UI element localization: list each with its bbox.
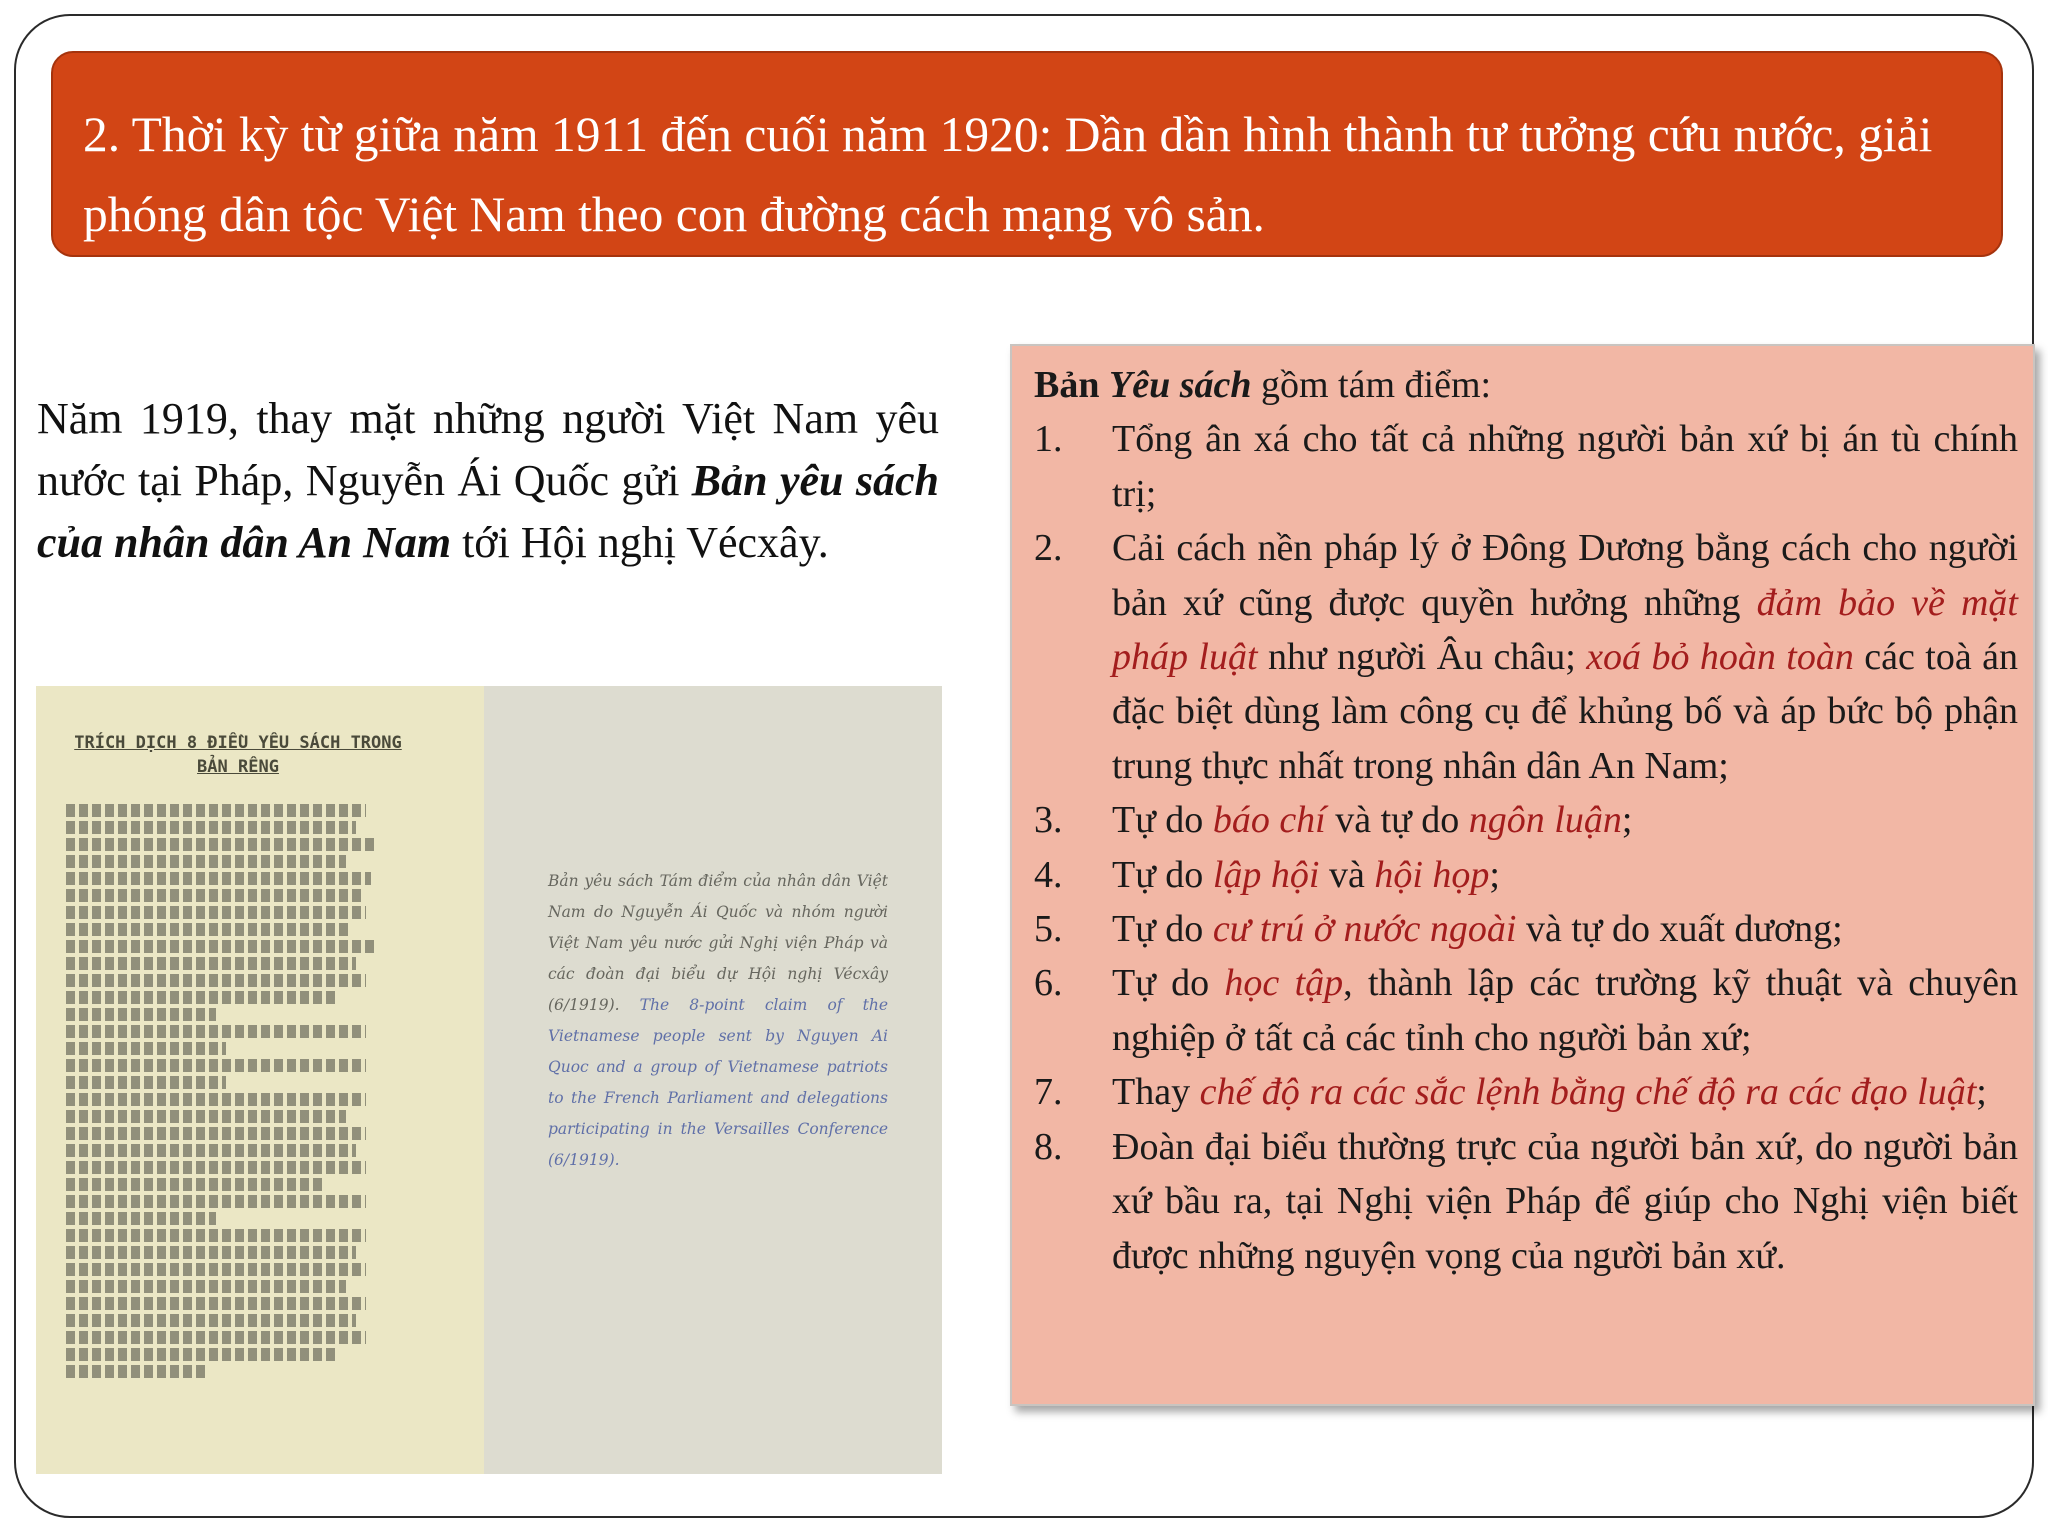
claim-emphasis: cư trú ở nước ngoài xyxy=(1212,908,1517,951)
claim-text-part: và tự do xyxy=(1325,799,1469,842)
claim-emphasis: xoá bỏ hoàn toàn xyxy=(1586,636,1854,679)
typed-line xyxy=(66,821,356,834)
typed-line xyxy=(66,838,376,851)
photo-caption xyxy=(548,866,888,1176)
claim-item xyxy=(1034,902,2033,956)
typed-line xyxy=(66,1246,356,1259)
claim-item xyxy=(1034,956,2033,1065)
typed-line xyxy=(66,1348,336,1361)
typed-line xyxy=(66,991,336,1004)
typed-line xyxy=(66,855,346,868)
claims-box xyxy=(1010,344,2035,1406)
typed-line xyxy=(66,804,366,817)
claim-text-part: và xyxy=(1319,853,1375,896)
intro-document-title: Bản yêu sách của nhân dân An Nam xyxy=(37,456,939,567)
claim-number: 8. xyxy=(1034,1125,1063,1168)
claim-text-part: Tổng ân xá cho tất cả những người bản xứ bị án tù chính trị; xyxy=(1112,418,2018,515)
caption-photo xyxy=(484,686,942,1474)
typed-line xyxy=(66,1331,366,1344)
typed-line xyxy=(66,1127,366,1140)
typed-line xyxy=(66,957,356,970)
typed-line xyxy=(66,1280,346,1293)
claim-text xyxy=(1112,902,2018,956)
typed-line xyxy=(66,1093,366,1106)
slide-title-text: 2. Thời kỳ từ giữa năm 1911 đến cuối năm 1920: Dần dần hình thành tư tưởng cứu nước, giải phóng dân tộc Việt Nam theo con đường cách mạng vô sản. xyxy=(83,107,1933,242)
intro-text-after: tới Hội nghị Vécxây. xyxy=(451,518,829,567)
typed-line xyxy=(66,906,366,919)
claim-item xyxy=(1034,521,2033,793)
claim-text-part: , thành lập các trường kỹ thuật và chuyên nghiệp ở tất cả các tỉnh cho người bản xứ; xyxy=(1112,962,2018,1059)
typed-line xyxy=(66,1110,346,1123)
typed-line xyxy=(66,1059,366,1072)
claim-number: 4. xyxy=(1034,853,1063,896)
claim-text-part: Thay xyxy=(1112,1071,1200,1114)
claim-text-part: các toà án đặc biệt dùng làm công cụ để khủng bố và áp bức bộ phận trung thực nhất trong nhân dân An Nam; xyxy=(1112,636,2018,787)
intro-text-before: Năm 1919, thay mặt những người Việt Nam yêu nước tại Pháp, Nguyễn Ái Quốc gửi xyxy=(37,394,939,505)
claim-number: 3. xyxy=(1034,799,1063,842)
typed-line xyxy=(66,1144,356,1157)
claim-emphasis: chế độ ra các sắc lệnh bằng chế độ ra các đạo luật xyxy=(1199,1071,1977,1114)
claim-number: 6. xyxy=(1034,962,1063,1005)
claim-number: 7. xyxy=(1034,1071,1063,1114)
claim-emphasis: lập hội xyxy=(1212,853,1320,896)
claim-emphasis: ngôn luận xyxy=(1468,799,1622,842)
typed-line xyxy=(66,923,351,936)
claim-number: 2. xyxy=(1034,527,1063,570)
typed-line xyxy=(66,1025,366,1038)
claim-text-part: Đoàn đại biểu thường trực của người bản xứ, do người bản xứ bầu ra, tại Nghị viện Pháp để giúp cho Nghị viện biết được những nguyện vọng của người bản xứ. xyxy=(1112,1125,2018,1277)
claim-item xyxy=(1034,1120,2033,1283)
claim-item xyxy=(1034,793,2033,847)
typed-document-lines xyxy=(66,804,406,1382)
claim-text-part: và tự do xuất dương; xyxy=(1516,908,1843,951)
claims-heading xyxy=(1034,358,2033,412)
claim-text xyxy=(1112,412,2018,521)
claim-text-part: Tự do xyxy=(1112,799,1213,842)
claims-heading-bold: Bản xyxy=(1034,364,1109,406)
claim-text-part: Tự do xyxy=(1112,962,1225,1005)
typed-line xyxy=(66,1042,226,1055)
claim-text xyxy=(1112,1120,2018,1283)
typed-line xyxy=(66,1212,216,1225)
typed-line xyxy=(66,872,371,885)
typed-line xyxy=(66,1229,366,1242)
claim-emphasis: học tập xyxy=(1224,962,1344,1005)
claims-heading-rest: gồm tám điểm: xyxy=(1251,364,1492,406)
photo-caption-english: The 8-point claim of the Vietnamese people sent by Nguyen Ai Quoc and a group of Vietnamese patriots to the French Parliament and delegations participating in the Versailles Conference (6/1919). xyxy=(548,996,888,1169)
claim-text-part: Cải cách nền pháp lý ở Đông Dương bằng cách cho người bản xứ cũng được quyền hưởng những xyxy=(1112,527,2018,624)
claim-text xyxy=(1112,1065,2018,1119)
claim-text xyxy=(1112,848,2018,902)
claim-text xyxy=(1112,956,2018,1065)
typed-line xyxy=(66,1297,366,1310)
typed-line xyxy=(66,1178,326,1191)
claim-number: 1. xyxy=(1034,418,1063,461)
typed-line xyxy=(66,1076,226,1089)
typed-line xyxy=(66,1008,216,1021)
slide-title xyxy=(51,51,2003,257)
claim-item xyxy=(1034,412,2033,521)
claim-text-part: ; xyxy=(1489,853,1500,896)
typed-line xyxy=(66,889,361,902)
typed-line xyxy=(66,1195,366,1208)
claim-text-part: ; xyxy=(1621,799,1633,842)
typed-document-heading: TRÍCH DỊCH 8 ĐIỀU YÊU SÁCH TRONG BẢN RÊNG xyxy=(74,733,402,777)
typed-line xyxy=(66,974,366,987)
typed-document-photo xyxy=(36,686,484,1474)
claim-item xyxy=(1034,848,2033,902)
claim-text-part: Tự do xyxy=(1112,908,1213,951)
typed-line xyxy=(66,1263,366,1276)
claim-item xyxy=(1034,1065,2033,1119)
typed-line xyxy=(66,1161,366,1174)
claim-emphasis: đảm bảo về mặt pháp luật xyxy=(1112,581,2018,679)
claim-text xyxy=(1112,793,2018,847)
typed-line xyxy=(66,1365,206,1378)
claim-text xyxy=(1112,521,2018,793)
claim-emphasis: báo chí xyxy=(1212,799,1326,842)
claim-text-part: ; xyxy=(1976,1071,1987,1114)
claims-list xyxy=(1034,412,2033,1283)
claims-heading-italic: Yêu sách xyxy=(1108,364,1252,406)
claim-text-part: Tự do xyxy=(1112,853,1213,896)
intro-paragraph xyxy=(37,388,939,574)
photo-caption-vietnamese: Bản yêu sách Tám điểm của nhân dân Việt Nam do Nguyễn Ái Quốc và nhóm người Việt Nam yêu nước gửi Nghị viện Pháp và các đoàn đại biểu dự Hội nghị Vécxây (6/1919). xyxy=(548,872,888,1014)
claim-text-part: như người Âu châu; xyxy=(1257,636,1587,679)
claim-number: 5. xyxy=(1034,908,1063,951)
claim-emphasis: hội họp xyxy=(1374,853,1490,896)
typed-line xyxy=(66,940,376,953)
typed-line xyxy=(66,1314,356,1327)
